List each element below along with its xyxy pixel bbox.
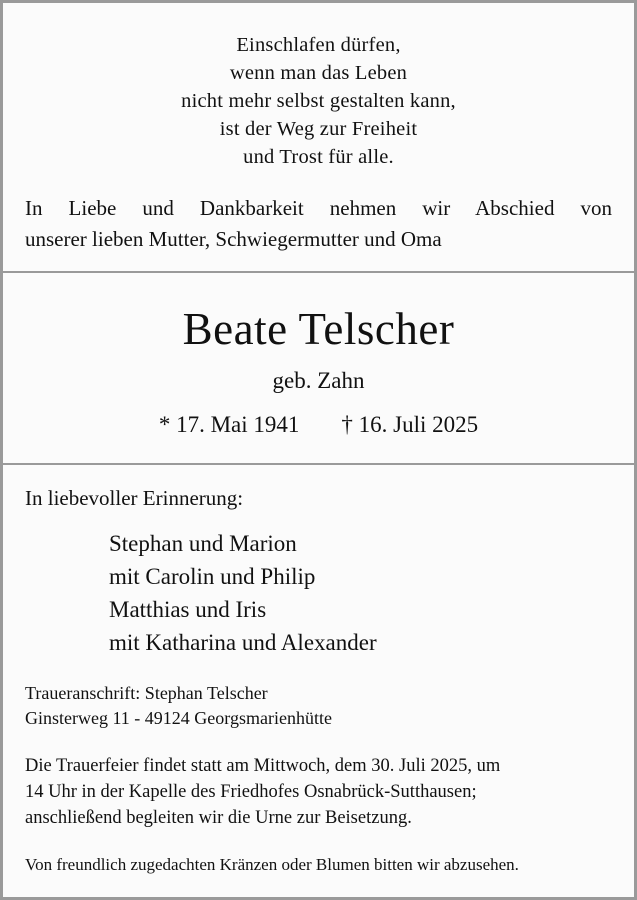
poem-block bbox=[3, 3, 634, 181]
poem-line: wenn man das Leben bbox=[229, 62, 408, 84]
memory-block bbox=[3, 465, 634, 899]
poem-line: und Trost für alle. bbox=[243, 146, 394, 168]
ceremony-line-2: 14 Uhr in der Kapelle des Friedhofes Osnabrück-Sutthausen; bbox=[25, 782, 477, 802]
poem-line: Einschlafen dürfen, bbox=[236, 34, 401, 56]
mourning-address bbox=[25, 681, 612, 731]
address-line-2: Ginsterweg 11 - 49124 Georgsmarienhütte bbox=[25, 708, 332, 728]
intro-block bbox=[3, 181, 634, 271]
memory-heading: In liebevoller Erinnerung: bbox=[25, 486, 244, 510]
family-line: Stephan und Marion bbox=[109, 531, 297, 556]
deceased-name: Beate Telscher bbox=[182, 304, 455, 354]
closing-note: Von freundlich zugedachten Kränzen oder Blumen bitten wir abzusehen. bbox=[25, 855, 519, 874]
poem-line: ist der Weg zur Freiheit bbox=[219, 118, 418, 140]
ceremony-line-1: Die Trauerfeier findet statt am Mittwoch, dem 30. Juli 2025, um bbox=[25, 756, 501, 776]
family-line: mit Katharina und Alexander bbox=[109, 630, 377, 655]
deceased-maiden-name: geb. Zahn bbox=[272, 368, 365, 393]
address-line-1: Traueranschrift: Stephan Telscher bbox=[25, 683, 268, 703]
deceased-dates bbox=[25, 409, 612, 441]
ceremony-details bbox=[25, 753, 612, 831]
family-line: mit Carolin und Philip bbox=[109, 564, 316, 589]
family-list bbox=[25, 527, 612, 659]
intro-line-1: In Liebe und Dankbarkeit nehmen wir Abschied von bbox=[25, 196, 612, 220]
ceremony-line-3: anschließend begleiten wir die Urne zur Beisetzung. bbox=[25, 808, 412, 828]
family-line: Matthias und Iris bbox=[109, 597, 267, 622]
intro-line-2: unserer lieben Mutter, Schwiegermutter und Oma bbox=[25, 227, 442, 251]
death-date: † 16. Juli 2025 bbox=[341, 412, 479, 437]
birth-date: * 17. Mai 1941 bbox=[158, 412, 300, 437]
deceased-block bbox=[3, 273, 634, 463]
poem-line: nicht mehr selbst gestalten kann, bbox=[181, 90, 456, 112]
